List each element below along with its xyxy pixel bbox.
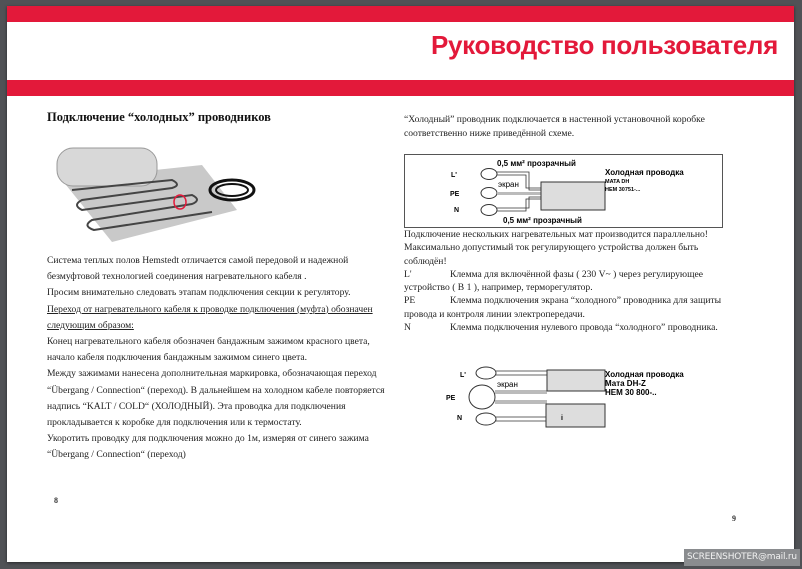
- terminal-label: N: [454, 207, 460, 214]
- legend-term: PE: [404, 295, 416, 307]
- left-body-text: [47, 253, 387, 464]
- legend-term: L': [404, 268, 412, 280]
- legend-item: [404, 268, 734, 295]
- terminal-pe-icon: [469, 385, 495, 409]
- mat-roll: [57, 148, 157, 186]
- terminal-label: PE: [446, 395, 456, 402]
- note: Максимально допустимый ток регулирующего устройства должен быть соблюдён!: [404, 242, 699, 267]
- terminal-label: L': [460, 372, 466, 379]
- block-mark: i: [561, 415, 563, 422]
- diagram-code: HEM 30751-...: [605, 187, 641, 193]
- cable-block: [541, 182, 605, 210]
- paragraph-underlined: Переход от нагревательного кабеля к проводке подключения (муфта) обозначен следующим образом:: [47, 303, 373, 331]
- paragraph: Между зажимами нанесена дополнительная маркировка, обозначающая переход “Übergang / Connection“ (переход). В дальнейшем на холодном кабеле повторяется надпись “KALT / COLD“ (ХОЛОДНЫЙ). Эта проводка для подключения прокладывается к коробке для подключения или к термостату.: [47, 368, 385, 429]
- legend-item: [404, 321, 734, 334]
- diagram-title: Холодная проводка: [605, 370, 684, 379]
- diagram-model: Мата DH-Z: [605, 379, 646, 388]
- legend-term: N: [404, 322, 411, 334]
- shield-label: экран: [498, 180, 519, 189]
- legend-text: Клемма подключения нулевого провода “холодного” проводника.: [450, 322, 718, 334]
- wiring-diagram-1: [404, 154, 723, 228]
- top-wire-label: 0,5 мм² прозрачный: [497, 159, 576, 168]
- watermark: SCREENSHOTER@mail.ru: [684, 549, 800, 566]
- paragraph: Просим внимательно следовать этапам подключения секции к регулятору.: [47, 287, 351, 299]
- page-number-right: 9: [732, 514, 736, 523]
- section-heading: Подключение “холодных” проводников: [47, 110, 271, 124]
- terminal-label: PE: [450, 191, 460, 198]
- page-title: Руководство пользователя: [430, 30, 778, 60]
- terminal-n-icon: [476, 413, 496, 425]
- diagram-title: Холодная проводка: [605, 168, 684, 177]
- terminal-l-icon: [481, 169, 497, 180]
- header-band-bottom: [7, 80, 794, 96]
- paragraph: Конец нагревательного кабеля обозначен бандажным зажимом красного цвета, начало кабеля подключения бандажным зажимом синего цвета.: [47, 336, 370, 364]
- right-intro: [404, 113, 734, 140]
- heating-mat-photo: [52, 140, 262, 245]
- wiring-diagram-2: [440, 360, 750, 440]
- shield-wire: [497, 192, 541, 195]
- shield-wire: [495, 390, 547, 394]
- terminal-pe-icon: [481, 188, 497, 199]
- right-notes: [404, 228, 734, 334]
- shield-label: экран: [497, 380, 518, 389]
- terminal-label: L': [451, 172, 457, 179]
- legend-text: Клемма для включённой фазы ( 230 V~ ) через регулирующее устройство ( B 1 ), например, терморегулятор.: [404, 268, 703, 294]
- diagram-model: MATA DH: [605, 179, 630, 185]
- cable-block: [546, 404, 605, 427]
- paragraph: Система теплых полов Hemstedt отличается самой передовой и надежной безмуфтовой технологией соединения нагревательного кабеля .: [47, 255, 349, 283]
- header-band-top: [7, 6, 794, 22]
- paragraph: Укоротить проводку для подключения можно до 1м, измеряя от синего зажима “Übergang / Connection“ (переход): [47, 433, 369, 461]
- terminal-n-icon: [481, 205, 497, 216]
- terminal-l-icon: [476, 367, 496, 379]
- note: Подключение нескольких нагревательных мат производится параллельно!: [404, 229, 708, 240]
- page-number-left: 8: [54, 496, 58, 505]
- cable-block: [547, 370, 605, 391]
- shield-wire: [495, 400, 547, 404]
- legend-text: Клемма подключения экрана “холодного” проводника для защиты провода и контроля линии электропередачи.: [404, 295, 722, 320]
- terminal-label: N: [457, 415, 463, 422]
- diagram-code: HEM 30 800-..: [605, 388, 657, 397]
- legend-item: [404, 294, 734, 321]
- bottom-wire-label: 0,5 мм² прозрачный: [503, 216, 582, 225]
- intro-text: “Холодный” проводник подключается в настенной установочной коробке соответственно ниже приведённой схеме.: [404, 114, 705, 139]
